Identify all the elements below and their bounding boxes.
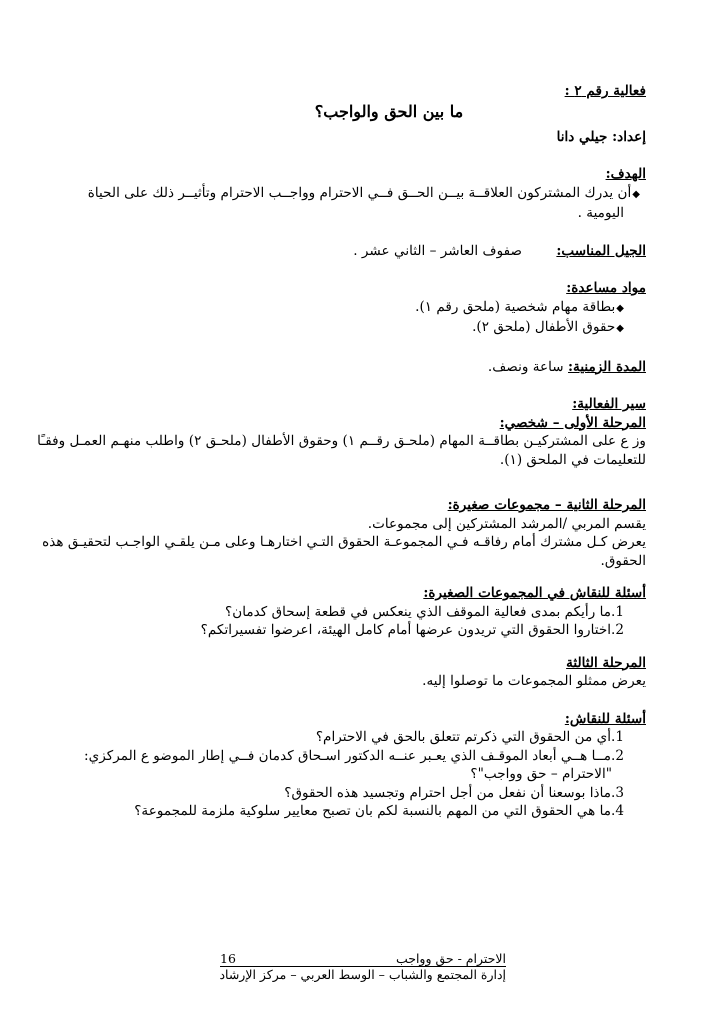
footer-department: إدارة المجتمع والشباب – الوسط العربي – مركز الإرشاد <box>219 967 506 982</box>
materials-item <box>62 298 646 319</box>
stage2-line2: يعرض كـل مشترك أمام رفاقـه فـي المجموعـة الحقوق التـي اختارهـا وعلى مـن يلقـي الواجـب لتحقيـق هذه <box>42 534 646 550</box>
discussion-questions-label: أسئلة للنقاش: <box>564 710 646 727</box>
footer-title-row <box>220 951 506 967</box>
stage1-line2: للتعليمات في الملحق (١). <box>499 451 646 468</box>
stage1-line1: وز ع على المشتركيـن بطاقــة المهام (ملحـق رقــم ١) وحقوق الأطفال (ملحـق ٢) واطلب منهـم العمـل وفقـًا <box>37 433 646 449</box>
stage1-label: المرحلة الأولى – شخصي: <box>499 414 646 431</box>
footer-running-title: الاحترام - حق وواجب <box>395 951 506 966</box>
stage3-line1: يعرض ممثلو المجموعات ما توصلوا إليه. <box>422 673 646 689</box>
goal-text-line2: اليومية . <box>577 205 624 221</box>
discussion-question-3: 3.ماذا بوسعنا أن نفعل من أجل احترام وتجسيد هذه الحقوق؟ <box>284 784 624 801</box>
goal-text-line1 <box>54 184 646 205</box>
duration-label: المدة الزمنية: <box>568 358 646 375</box>
materials-item-text: حقوق الأطفال (ملحق ٢). <box>472 319 616 335</box>
duration-value: ساعة ونصف. <box>487 358 564 375</box>
prepared-by <box>62 128 646 147</box>
small-group-questions-label: أسئلة للنقاش في المجموعات الصغيرة: <box>423 585 646 601</box>
small-group-question: 2.اختاروا الحقوق التي تريدون عرضها أمام كامل الهيئة، اعرضوا تفسيراتكم؟ <box>200 622 624 638</box>
prepared-by-name: جيلي دانا <box>556 128 608 145</box>
page-footer <box>220 951 506 982</box>
discussion-question-4: 4.ما هي الحقوق التي من المهم بالنسبة لكم بان تصبح معايير سلوكية ملزمة للمجموعة؟ <box>134 803 624 819</box>
stage2-line1: يقسم المربي /المرشد المشتركين إلى مجموعات. <box>367 515 646 532</box>
goal-label: الهدف: <box>605 166 646 182</box>
discussion-question-1: 1.أي من الحقوق التي ذكرتم تتعلق بالحق في الاحترام؟ <box>315 729 624 745</box>
page-number: 16 <box>220 951 236 966</box>
duration <box>62 358 646 377</box>
target-age-label: الجيل المناسب: <box>556 242 646 259</box>
activity-number: فعالية رقم ٢ : <box>564 83 646 99</box>
materials-label: مواد مساعدة: <box>566 280 646 296</box>
small-group-question: 1.ما رأيكم بمدى فعالية الموقف الذي ينعكس في قطعة إسحاق كدمان؟ <box>225 603 624 620</box>
prepared-by-label: إعداد: <box>612 128 646 145</box>
discussion-question-2-cont: "الاحترام – حق وواجب"؟ <box>470 766 612 782</box>
materials-item <box>62 318 646 339</box>
target-age-value: صفوف العاشر – الثاني عشر . <box>353 242 523 259</box>
target-age <box>62 242 646 261</box>
activity-title: ما بين الحق والواجب؟ <box>314 101 464 121</box>
stage3-label: المرحلة الثالثة <box>566 654 646 671</box>
stage2-label: المرحلة الثانية – مجموعات صغيرة: <box>447 497 646 513</box>
discussion-question-2: 2.مــا هــي أبعاد الموقـف الذي يعـبر عنــه الدكتور اسـحاق كدمان فــي إطار الموضو ع المركزي: <box>84 747 624 764</box>
stage2-line3: الحقوق. <box>600 552 646 569</box>
materials-item-text: بطاقة مهام شخصية (ملحق رقم ١). <box>415 298 616 315</box>
goal-text: أن يدرك المشتركون العلاقــة بيــن الحــق فــي الاحترام وواجــب الاحترام وتأثيــر ذلك على الحياة <box>87 184 632 201</box>
process-label: سير الفعالية: <box>572 396 646 412</box>
